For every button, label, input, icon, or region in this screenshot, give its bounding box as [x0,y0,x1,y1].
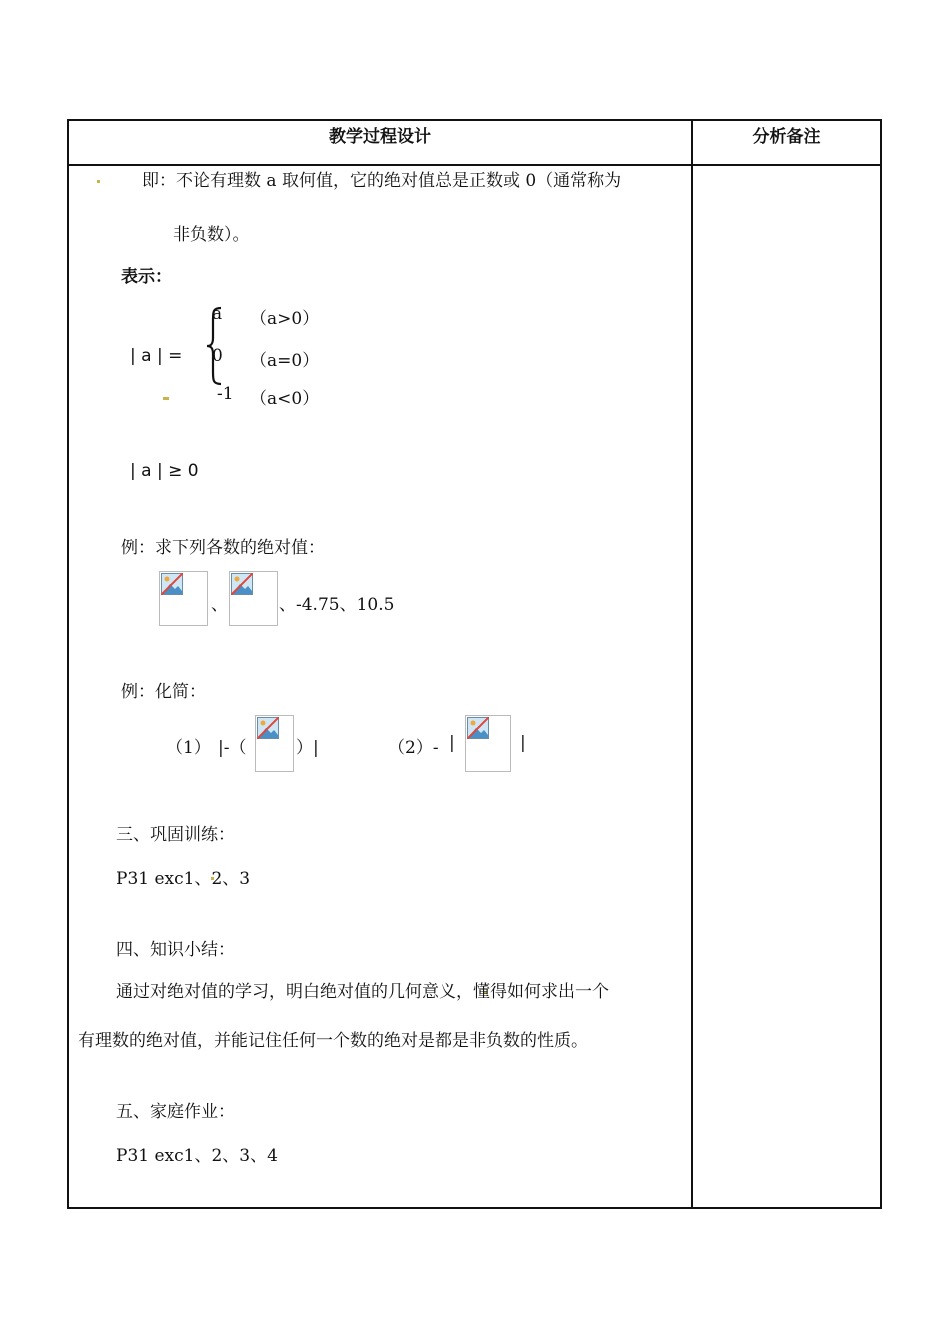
nonnegative-statement: | a | ≥ 0 [130,461,199,481]
broken-image-icon [161,573,183,595]
summary-line-2: 有理数的绝对值，并能记住任何一个数的绝对是都是非负数的性质。 [78,1031,588,1051]
case2-condition: （a=0） [250,351,320,371]
example2-part2-number: （2）- [388,738,439,758]
missing-image [159,571,208,626]
example2-part1-number: （1） [166,738,211,758]
case3-value: -1 [217,384,234,404]
column-divider [691,121,693,1207]
missing-image [465,715,511,772]
case3-condition: （a<0） [250,389,320,409]
header-teaching-process: 教学过程设计 [329,127,431,147]
missing-image [255,715,294,772]
abs-lhs: | a | = [130,346,183,366]
broken-image-icon [231,573,253,595]
stray-mark [97,180,100,183]
example2-part1-open: |-（ [218,738,247,758]
section5-task: P31 exc1、2、3、4 [116,1146,278,1166]
example2-part2-close: | [520,733,526,753]
section3-title: 三、巩固训练： [116,825,235,845]
example1-label: 例：求下列各数的绝对值： [121,538,325,558]
section5-title: 五、家庭作业： [116,1102,235,1122]
intro-line-1: 即：不论有理数 a 取何值，它的绝对值总是正数或 0（通常称为 [142,171,622,191]
example2-part1-close: ）| [296,738,319,758]
case2-value: 0 [212,346,223,366]
section3-task: P31 exc1、2、3 [116,869,251,889]
stray-mark [163,397,169,400]
section4-title: 四、知识小结： [116,940,235,960]
header-analysis-notes: 分析备注 [752,127,821,147]
case1-condition: （a>0） [250,309,320,329]
example2-label: 例：化简： [121,682,206,702]
example1-values: 、-4.75、10.5 [279,595,395,615]
summary-line-1: 通过对绝对值的学习，明白绝对值的几何意义，懂得如何求出一个 [116,982,609,1002]
example1-separator: 、 [211,595,228,615]
intro-line-2: 非负数）。 [173,225,250,245]
missing-image [229,571,278,626]
represent-label: 表示： [121,267,172,287]
example2-part2-open: | [449,733,455,753]
case1-value: a [212,304,223,324]
broken-image-icon [257,717,279,739]
broken-image-icon [467,717,489,739]
